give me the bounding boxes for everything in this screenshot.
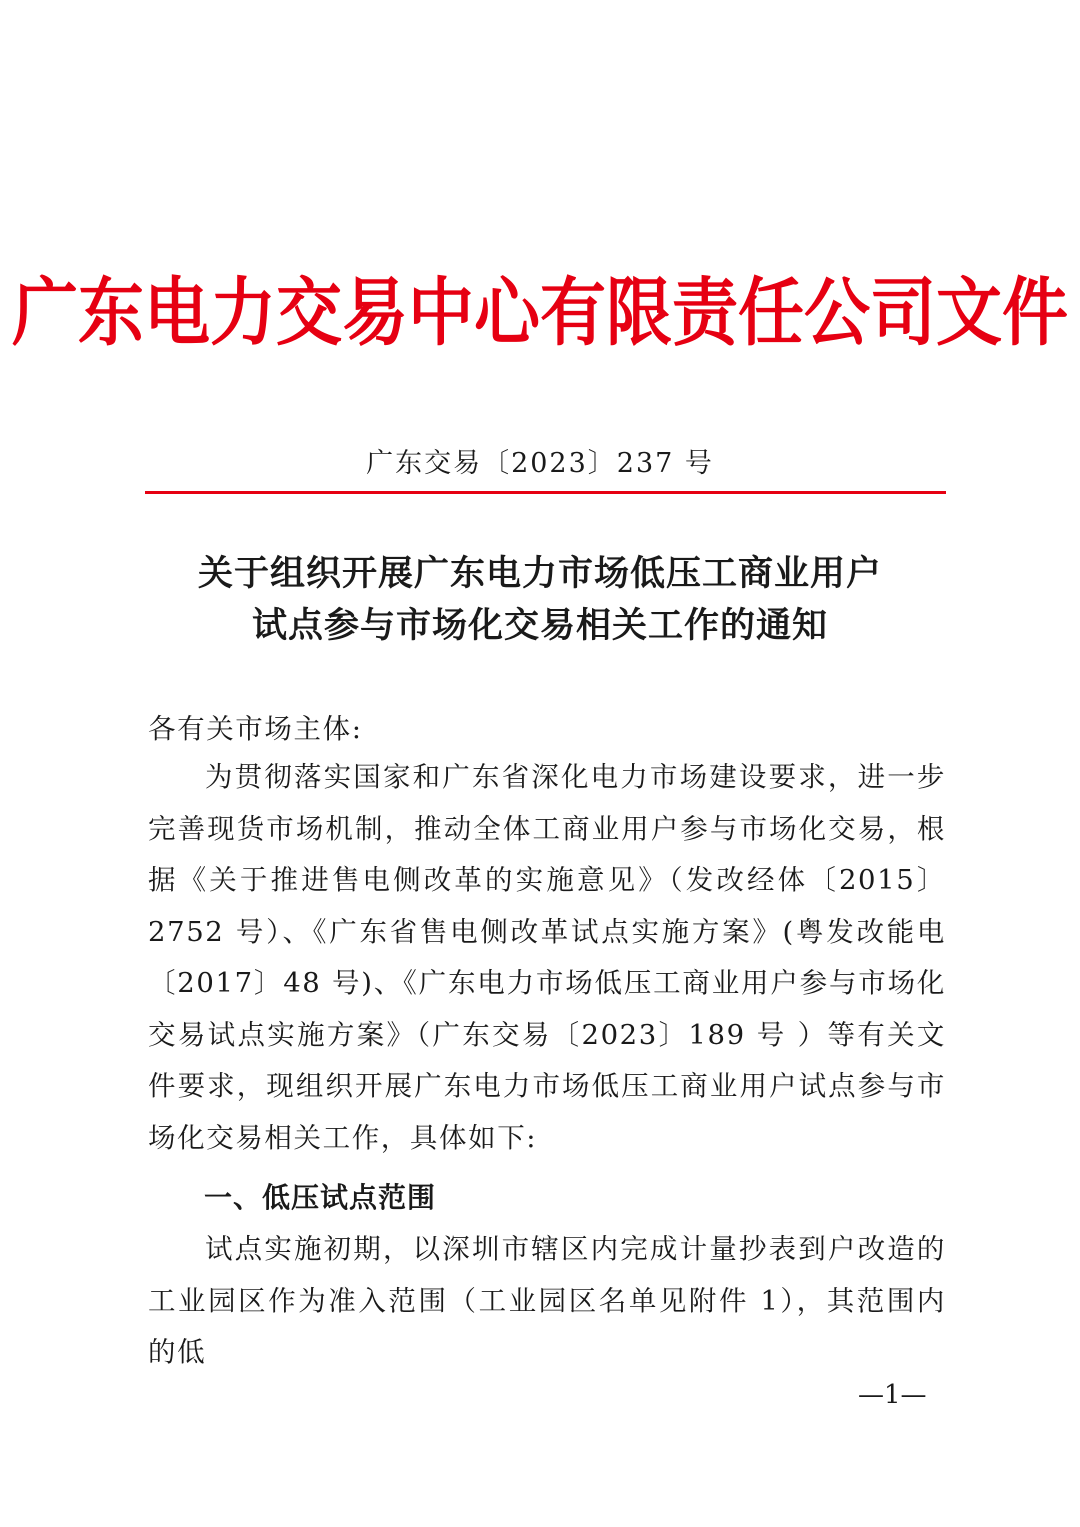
org-header-title: 广东电力交易中心有限责任公司文件 (12, 268, 1068, 356)
body-paragraph-2: 试点实施初期，以深圳市辖区内完成计量抄表到户改造的工业园区作为准入范围（工业园区名单见附件 1），其范围内的低 (148, 1233, 946, 1368)
document-number: 广东交易〔2023〕237 号 (366, 448, 714, 479)
salutation: 各有关市场主体: (148, 713, 363, 745)
document-title-line-2: 试点参与市场化交易相关工作的通知 (251, 606, 828, 646)
header-red-divider (145, 491, 946, 494)
document-title-line-1: 关于组织开展广东电力市场低压工商业用户 (197, 554, 882, 594)
page-number: —1— (858, 1380, 927, 1410)
document-title (0, 548, 1080, 652)
section-1-heading: 一、低压试点范围 (204, 1181, 437, 1214)
body-paragraph-1: 为贯彻落实国家和广东省深化电力市场建设要求，进一步完善现货市场机制，推动全体工商业用户参与市场化交易，根据《关于推进售电侧改革的实施意见》（发改经体〔2015〕2752 号）、《广东省售电侧改革试点实施方案》(粤发改能电〔2017〕48 号)、《广东电力市场低压工商业用户参与市场化交易试点实施方案》（广东交易〔2023〕189 号 ）等有关文件要求，现组织开展广东电力市场低压工商业用户试点参与市场化交易相关工作，具体如下: (148, 761, 946, 1154)
